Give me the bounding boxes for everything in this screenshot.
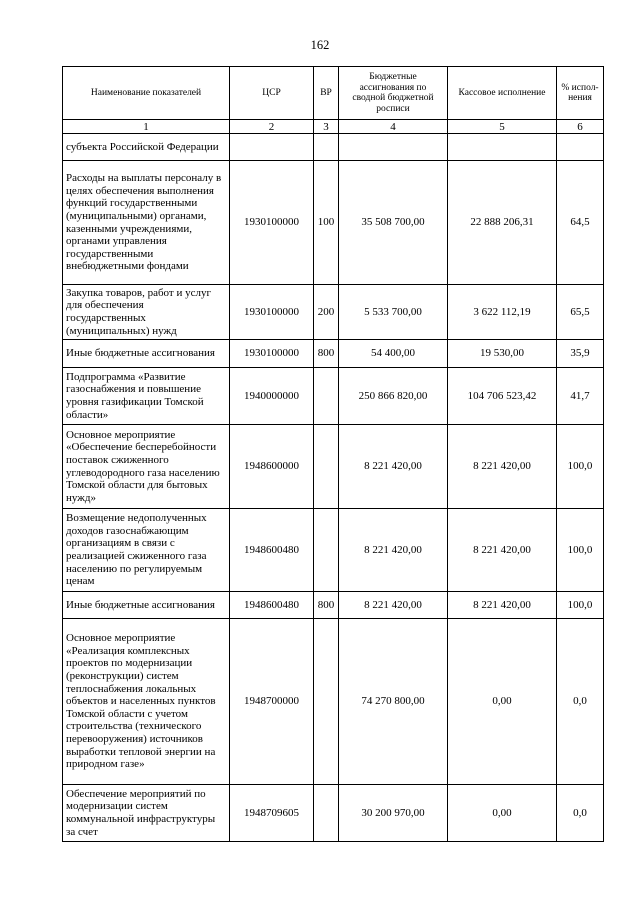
row-vr: 100 [314,161,339,285]
row-cash: 8 221 420,00 [448,509,557,592]
row-pct: 64,5 [557,161,604,285]
column-number: 3 [314,120,339,134]
row-budget: 5 533 700,00 [339,285,448,340]
header-name: Наименование показателей [63,67,230,120]
row-cash: 104 706 523,42 [448,368,557,425]
column-number: 6 [557,120,604,134]
table-row [63,134,604,161]
row-cash [448,134,557,161]
table-row [63,340,604,368]
column-number: 2 [230,120,314,134]
row-pct: 41,7 [557,368,604,425]
row-pct [557,134,604,161]
row-name: Обеспечение мероприятий по модернизации систем коммунальной инфраструктуры за счет [63,785,230,842]
row-name: Закупка товаров, работ и услуг для обеспечения государственных (муниципальных) нужд [63,285,230,340]
row-csr [230,134,314,161]
table-header-row [63,67,604,120]
row-cash: 0,00 [448,619,557,785]
column-numbers-row [63,120,604,134]
row-pct: 35,9 [557,340,604,368]
table-row [63,592,604,619]
row-cash: 8 221 420,00 [448,425,557,509]
row-cash: 0,00 [448,785,557,842]
row-pct: 0,0 [557,785,604,842]
row-vr: 800 [314,592,339,619]
row-budget [339,134,448,161]
row-name: Иные бюджетные ассигнования [63,340,230,368]
row-vr [314,368,339,425]
column-number: 1 [63,120,230,134]
row-csr: 1948600000 [230,425,314,509]
row-vr [314,134,339,161]
row-vr [314,509,339,592]
header-csr: ЦСР [230,67,314,120]
table-row [63,285,604,340]
table-row [63,619,604,785]
table-row [63,425,604,509]
row-vr [314,619,339,785]
row-csr: 1940000000 [230,368,314,425]
table-row [63,785,604,842]
row-csr: 1948600480 [230,592,314,619]
row-budget: 35 508 700,00 [339,161,448,285]
row-csr: 1930100000 [230,340,314,368]
row-cash: 22 888 206,31 [448,161,557,285]
table-row [63,368,604,425]
row-name: Расходы на выплаты персоналу в целях обеспечения выполнения функций государственными (муниципальными) органами, казенными учреждениями, органами управления государственными внебюджетными фондами [63,161,230,285]
row-budget: 8 221 420,00 [339,509,448,592]
row-vr [314,785,339,842]
row-csr: 1930100000 [230,161,314,285]
table-row [63,509,604,592]
page-number: 162 [310,38,330,52]
column-number: 4 [339,120,448,134]
row-csr: 1948709605 [230,785,314,842]
row-budget: 8 221 420,00 [339,592,448,619]
header-cash: Кассовое исполнение [448,67,557,120]
header-pct: % испол-нения [557,67,604,120]
row-pct: 100,0 [557,509,604,592]
row-name: субъекта Российской Федерации [63,134,230,161]
row-name: Возмещение недополученных доходов газоснабжающим организациям в связи с реализацией сжиженного газа населению по регулируемым ценам [63,509,230,592]
row-vr: 800 [314,340,339,368]
header-budget: Бюджетные ассигнования по сводной бюджетной росписи [339,67,448,120]
row-cash: 8 221 420,00 [448,592,557,619]
row-pct: 100,0 [557,425,604,509]
row-pct: 65,5 [557,285,604,340]
header-vr: ВР [314,67,339,120]
row-name: Подпрограмма «Развитие газоснабжения и повышение уровня газификации Томской области» [63,368,230,425]
column-number: 5 [448,120,557,134]
row-vr [314,425,339,509]
row-budget: 8 221 420,00 [339,425,448,509]
row-pct: 0,0 [557,619,604,785]
row-name: Основное мероприятие «Обеспечение бесперебойности поставок сжиженного углеводородного газа населению Томской области для бытовых нужд» [63,425,230,509]
row-csr: 1930100000 [230,285,314,340]
row-cash: 19 530,00 [448,340,557,368]
row-csr: 1948600480 [230,509,314,592]
row-cash: 3 622 112,19 [448,285,557,340]
row-name: Иные бюджетные ассигнования [63,592,230,619]
row-budget: 250 866 820,00 [339,368,448,425]
row-pct: 100,0 [557,592,604,619]
row-vr: 200 [314,285,339,340]
budget-execution-table [62,66,604,842]
row-budget: 74 270 800,00 [339,619,448,785]
row-budget: 30 200 970,00 [339,785,448,842]
row-budget: 54 400,00 [339,340,448,368]
row-csr: 1948700000 [230,619,314,785]
row-name: Основное мероприятие «Реализация комплексных проектов по модернизации (реконструкции) систем теплоснабжения локальных объектов и населенных пунктов Томской области с учетом строительства (технического перевооружения) источников выработки тепловой энергии на природном газе» [63,619,230,785]
table-row [63,161,604,285]
